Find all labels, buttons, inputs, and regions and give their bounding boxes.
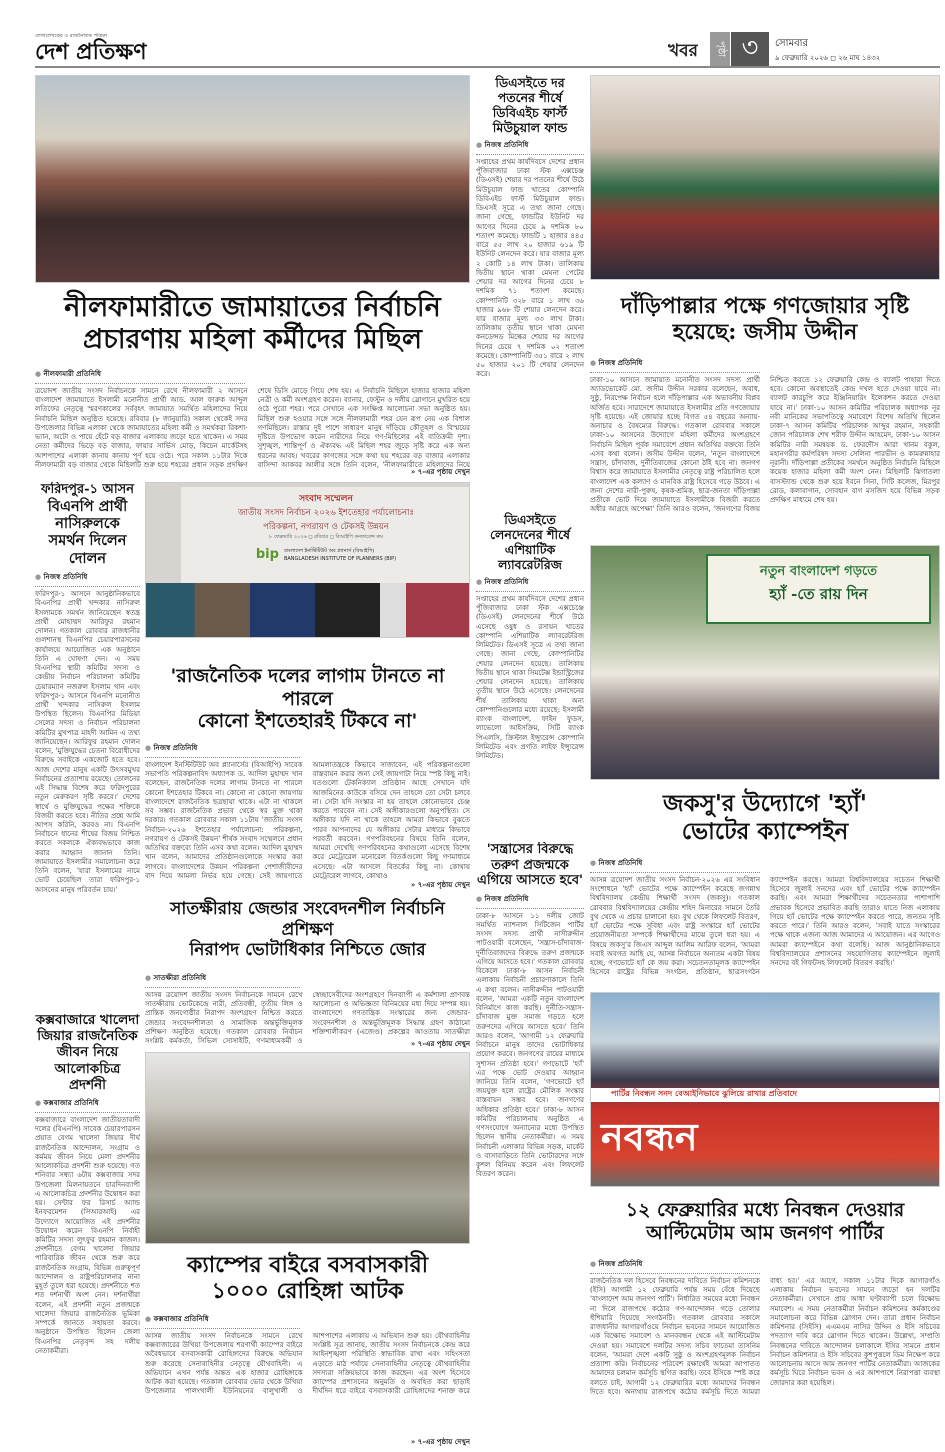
headline-line: সাতক্ষীরায় জেন্ডার সংবেদনশীল নির্বাচনি প্রশিক্ষণ — [170, 899, 445, 940]
issue-day: সোমবার — [775, 38, 809, 49]
am-janata-article — [590, 1258, 940, 1408]
page-label: পৃষ্ঠা — [710, 32, 730, 66]
jashim-article — [590, 357, 940, 542]
byline: ● সাতক্ষীরা প্রতিনিধি — [145, 972, 300, 988]
article-body: আসন্ন ত্রয়োদশ জাতীয় সংসদ নির্বাচন-২০২৬ এর সংবিধান সংশোধনে 'হ্যাঁ' ভোটের পক্ষে ক্যাম্পেইন করেছে জগন্নাথ বিশ্ববিদ্যালয় কেন্দ্রীয় শিক্ষার্থী সংসদ (জকসু)। গতকাল রোববার বিশ্ববিদ্যালয়ের কেন্দ্রীয় শহিদ মিনারের সামনে তৈরি বুথ থেকে এ প্রচার চালানো হয়। বুথ থেকে লিফলেট বিতরণ, হ্যাঁ ভোটের পক্ষে সুবিধা এবং রাষ্ট্র সংস্কারে হ্যাঁ ভোটের প্রয়োজনীয়তা সম্পর্কে শিক্ষার্থীদের মাঝে তুলে ধরা হয়। এ বিষয়ে জকসু'র জিএস আব্দুল আলিম আরিফ বলেন, 'আমরা সবাই অবগত আছি যে, আসন্ন নির্বাচনে অন্যতম একটা বিষয় হচ্ছে, গণভোটে হ্যাঁ কে জয় করা। সচেতনতামূলক ক্যাম্পেইন হিসেবে রাষ্ট্রের বিভিন্ন সংগঠন, প্রতিষ্ঠান, ছাত্রসংগঠন ক্যাম্পেইন করছে। আমরা বিশ্ববিদ্যালয়ের সচেতন শিক্ষার্থী হিসেবে জুলাই সনদের এবং হ্যাঁ ভোটের পক্ষে ক্যাম্পেইন করছি। এবং আমরা শিক্ষার্থীদের সচেতনতার পাশাপাশি প্রভাবক হিসেবে প্রভাবিত করছি তারাও যাতে নিজ এলাকায় গিয়ে হ্যাঁ ভোটের পক্ষে ক্যাম্পেইন করতে পারে, জনতম সৃষ্টি করতে পারে।' তিনি আরও বলেন, 'সবাই যাতে সংস্কারের পক্ষে থাকে এজন্য আজ আমাদের এ আয়োজন। এর আগেও আমরা ক্যাম্পেইনে কথা বলেছি। আজ আনুষ্ঠানিকভাবে বিশ্ববিদ্যালয়ের প্রশাসনের সহযোগিতায় ক্যাম্পেইনে জুলাই সনদের বই গিফটসহ লিফলেট বিতরণ করছি।' — [590, 876, 940, 977]
jucsu-article — [590, 857, 940, 990]
press-banner — [181, 487, 470, 587]
jashim-headline — [590, 284, 940, 354]
article-body: ঢাকা-১০ আসনে জামায়াত মনোনীত সংসদ সদস্য প্রার্থী অ্যাডভোকেট মো. জসীম উদ্দীন সরকার বলেছেন, অবাধ, সুষ্ঠু, নিরপেক্ষ নির্বাচন হলে দাঁড়িপাল্লার এক অভাবনীয় বিপ্লব অর্জিত হবে। সারাদেশে জামায়াতে ইসলামীর প্রতি গণজোয়ার সৃষ্টি হয়েছে। এই জোয়ার হচ্ছে বিগত ৫৪ বছরের অন্যায়-অনাচার ও বৈষম্যের বিরুদ্ধে। গতকাল রোববার সকালে ঢাকা-১০ আসনের উদ্যোগে মহিলা কর্মীদের অংশগ্রহণে নির্বাচনি মিছিল পূর্বক সমাবেশে প্রধান অতিথির বক্তব্যে তিনি এসব কথা বলেন। জসীম উদ্দীন বলেন, 'নতুন বাংলাদেশে সন্ত্রাস, চাঁদাবাজ, দুর্নীতিবাজের কোনো ঠাঁই হবে না। জনগণ বিশ্বাস করে জামায়াতে ইসলামীর নেতৃত্বে রাষ্ট্র পরিচালিত হলে বাংলাদেশ এক কল্যাণ ও মানবিক রাষ্ট্র হিসেবে গড়ে উঠবে। এ জন্য দেশের নারী-পুরুষ, কৃষক-শ্রমিক, ছাত্র-জনতা দাঁড়িপাল্লা প্রতীকে ভোট দিয়ে জামায়াতে ইসলামীকে বিজয়ী করতে অধীর আগ্রহে অপেক্ষা' তিনি আরও বলেন, 'জনগণের বিজয় নিশ্চিত করতে ১২ ফেব্রুয়ারি কেন্দ্র ও ব্যালট পাহারা দিতে হবে। কোনো অবস্থাতেই কেন্দ্র দখল হতে দেওয়া যাবে না। ব্যালট কারচুপি করে ইঞ্জিনিয়ারিং ইলেকশন করতে দেওয়া যাবে না।' ঢাকা-১০ আসন কমিটির পরিচালক অধ্যাপক নূর নবী মানিকের সভাপতিত্বে সমাবেশে বিশেষ অতিথি ছিলেন ঢাকা-৭ আসন কমিটির পরিচালক আব্দুর রহমান, সহকারী জোন পরিচালক শেখ শরীফ উদ্দীন আহমেদ, ঢাকা-১০ আসন কমিটির নারী সমন্বয়ক ড. ফেরদৌস আরা খানম বকুল, মহানগরীর কর্মপরিষদ সদস্য সেলিনা পারভীন ও কামরুন্নাহার নূরানী। দাঁড়িপাল্লা প্রতীকের সমর্থনে অনুষ্ঠিত নির্বাচনি মিছিলে কয়েক হাজার মহিলা কর্মী অংশ নেন। মিছিলটি ঝিগাতলা বাসস্ট্যান্ড থেকে শুরু হয়ে ইবনে সিনা, সিটি কলেজ, মিরপুর রোড, কলাবাগান, সোবহান বাগ মসজিদ হয়ে বিভিন্ন সড়ক প্রদক্ষিণ মাধ্যমে শেষ হয়। — [590, 376, 940, 514]
page-number: ৩ — [731, 32, 769, 66]
am-janata-headline — [590, 1189, 940, 1255]
headline-line: কোনো ইশতেহারই টিকবে না' — [197, 710, 418, 733]
nilphamari-headline — [35, 285, 470, 363]
newspaper-logo: দেশ প্রতিক্ষণ — [35, 39, 147, 65]
headline-line: ১০০০ রোহিঙ্গা আটক — [211, 1278, 404, 1304]
jucsu-campaign-photo — [590, 545, 940, 780]
article-body: কক্সবাজারে বাংলাদেশ জাতীয়তাবাদী দলের (বিএনপি) সাবেক চেয়ারপারসন প্রয়াত বেগম খালেদা জিয়ার দীর্ঘ রাজনৈতিক আন্দোলন, সংগ্রাম ও কর্মময় জীবন নিয়ে মেলা প্রদর্শনীর আলোকচিত্র প্রদর্শনী শুরু হয়েছে। গত শনিবার সন্ধ্যা ৬টায় কক্সবাজার সদর উপজেলা মিলনায়তনে চারদিনব্যাপী এ আলোকচিত্র প্রদর্শনীর উদ্বোধন করা হয়। সেন্টার ফর রিসার্চ অ্যান্ড ইনফরমেশন (সিআরআই) এর উদ্যোগে আয়োজিত এই প্রদর্শনীর উদ্বোধন করেন বিএনপি নির্বাহী কমিটির সদস্য লুৎফুর রহমান কাজল। প্রদর্শনীতে বেগম খালেদা জিয়ার পারিবারিক জীবন থেকে শুরু করে রাজনৈতিক সংগ্রাম, বিভিন্ন গুরুত্বপূর্ণ আন্দোলন ও রাষ্ট্রপরিচালনার নানা মুহূর্ত তুলে ধরা হয়েছে। প্রদর্শনীতে শত শত দর্শনার্থী অংশ নেন। দর্শনার্থীরা বলেন, এই প্রদর্শনী নতুন প্রজন্মকে খালেদা জিয়ার রাজনৈতিক ভূমিকা সম্পর্কে জানতে সহায়তা করবে। অনুষ্ঠানে উপস্থিত ছিলেন জেলা বিএনপির নেতৃবৃন্দ সহ দলীয় নেতাকর্মীরা। — [35, 1115, 140, 1355]
satkhira-headline — [145, 892, 470, 968]
banner-title: সংবাদ সম্মেলন — [299, 494, 353, 504]
banner-line: পরিকল্পনা, নগরায়ণ ও টেকসই উন্নয়ন — [263, 522, 389, 532]
article-body: ফরিদপুর-১ আসনে আনুষ্ঠানিকভাবে বিএনপির প্রার্থী খন্দকার নাসিরুল ইসলামকে সমর্থন জানিয়েছেন স্বতন্ত্র প্রার্থী মোহাম্মদ আরিফুর রহমান দোলন। গতকাল রোববার রাজধানীর গুলশানস্থ বিএনপির চেয়ারপারসনের কার্যালয়ে আয়োজিত এক অনুষ্ঠানে তিনি এ ঘোষণা দেন। এ সময় বিএনপির স্থায়ী কমিটির সদস্য ও কেন্দ্রীয় নির্বাচন পরিচালনা কমিটির চেয়ারম্যান নজরুল ইসলাম খান এবং ফরিদপুর-১ আসনে বিএনপি মনোনীত প্রার্থী খন্দকার নাসিরুল ইসলাম উপস্থিত ছিলেন। বিএনপির মিডিয়া সেলের সদস্য ও নির্বাচন পরিচালনা কমিটির মুখপাত্র মাহদী আমিন এ তথ্য জানিয়েছেন। আরিফুর রহমান দোলন বলেন, 'মুক্তিযুদ্ধের চেতনা বিরোধীদের বিরুদ্ধে সবাইকে একজোট হতে হবে। আজ দেশের মানুষ একটি উৎসবমুখর নির্বাচনের প্রত্যাশায় রয়েছে। তোলনের এই সিদ্ধান্ত বিশেষ করে ফরিদপুরের নতুন মেরুকরণ সৃষ্টি করবে।' দেশের স্বার্থে ও মুক্তিযুদ্ধের পক্ষের শক্তিকে বিজয়ী করতে হবে। নীতির প্রশ্নে আমি আপস করিনি, করবও না। বিএনপি নির্বাচনে ধানের শীষের বিজয় নিশ্চিত করতে সকলকে ঐক্যবদ্ধভাবে কাজ করার আহ্বান জানান তিনি। জামায়াতে ইসলামীর সমালোচনা করে তিনি বলেন, 'যারা ইসলামের নামে ভোট চেয়েছিল তারা ফরিদপুর-১ আসনের মানুষ পরিবর্তন চায়।' — [35, 590, 140, 894]
bip-headline — [145, 660, 470, 738]
panel-speakers — [146, 583, 470, 638]
byline: ● নিজস্ব প্রতিনিধি — [590, 1258, 760, 1274]
continue-link[interactable]: » ৭-এর পৃষ্ঠায় দেখুন — [410, 1039, 470, 1048]
byline: ● নিজস্ব প্রতিনিধি — [590, 357, 760, 373]
byline: ● নিজস্ব প্রতিনিধি — [145, 742, 300, 758]
article-body: সপ্তাহের প্রথম কার্যদিবসে দেশের প্রধান পুঁজিবাজার ঢাকা স্টক এক্সচেঞ্জ (ডিএসই) শেয়ার দর পতনের শীর্ষে উঠে মিউচুয়াল ফান্ড খাতের কোম্পানি ডিবিএইচ ফার্স্ট মিউচুয়াল ফান্ড। ডিএসই সূত্রে এ তথ্য জানা গেছে। জানা গেছে, ফান্ডটির ইউনিট দর আগের দিনের চেয়ে ৯ দশমিক ৮০ শতাংশ কমেছে। ফান্ডটি ১ হাজার ৪৪৫ বারে ৫৫ লাখ ২০ হাজার ৬১৯ টি ইউনিট লেনদেন করে। যার বাজার মূল্য ২ কোটি ১৪ লাখ টাকা। তালিকায় দ্বিতীয় স্থানে থাকা মেঘনা পেটের শেয়ার দর আগের দিনের চেয়ে ৮ দশমিক ৭১ শতাংশ কমেছে। কোম্পানিটি ৩২৮ বারে ১ লাখ ৩৬ হাজার ৯৬৮ টি শেয়ার লেনদেন করে। যার বাজার মূল্য ৩৩ লাখ টাকা। তালিকায় তৃতীয় স্থানে থাকা মেঘনা কনডেন্সড মিল্কের শেয়ার দর আগের দিনের চেয়ে ৭ দশমিক ০২ শতাংশ কমেছে। কোম্পানিটি ৩৫১ বারে ২ লাখ ৫০ হাজার ২০১ টি শেয়ার লেনদেন করে। — [476, 158, 584, 379]
headline-line: নীলফামারীতে জামায়াতের নির্বাচনি — [64, 291, 441, 323]
youth-headline: 'সন্ত্রাসের বিরুদ্ধে তরুণ প্রজন্মকে এগিয়ে আসতে হবে' — [476, 842, 584, 889]
faridpur-article — [35, 482, 140, 1007]
continue-link[interactable]: » ৭-এর পৃষ্ঠায় দেখুন — [410, 467, 470, 476]
jashim-rally-photo — [590, 75, 940, 280]
rohingya-article — [145, 1313, 470, 1443]
byline: ● নিজস্ব প্রতিনিধি — [476, 893, 584, 909]
byline: ● নিজস্ব প্রতিনিধি — [476, 139, 584, 155]
byline: ● নিজস্ব প্রতিনিধি — [476, 576, 584, 592]
headline-line: ভোটের ক্যাম্পেইন — [681, 818, 849, 845]
faridpur-kicker: ফরিদপুর-১ আসন — [40, 482, 135, 497]
article-body: ঢাকা-৮ আসনে ১১ দলীয় জোট সমর্থিত ন্যাশনাল সিটিজেন পার্টির সংসদ সদস্য প্রার্থী নাসীরুদ্দীন পাটওয়ারী বলেছেন, 'সন্ত্রাস-চাঁদাবাজ-দুর্নীতিবাজদের বিরুদ্ধে তরুণ প্রজন্মকে এগিয়ে আসতে হবে।' গতকাল রোববার বিকেলে ঢাকা-৮ আসন নির্বাচনী এলাকায় নির্বাচনী প্রচারণাকালে তিনি এ কথা বলেন। নাসীরুদ্দীন পাটওয়ারী বলেন, 'আমরা একটি নতুন বাংলাদেশ বিনির্মাণে কাজ করছি। দুর্নীতি-সন্ত্রাস-চাঁদাবাজ মুক্ত সমাজ গড়তে হলে তরুণদের এগিয়ে আসতে হবে।' তিনি আরও বলেন, 'আগামী ১২ ফেব্রুয়ারি নির্বাচনে মানুষ তাদের ভোটাধিকার প্রয়োগ করবে। জনগণের রায়ের মাধ্যমে সুশাসন প্রতিষ্ঠা হবে।' গণভোটে 'হ্যাঁ' এর পক্ষে ভোট দেওয়ার আহ্বান জানিয়ে তিনি বলেন, 'গণভোটে হ্যাঁ জয়যুক্ত হলে রাষ্ট্রের মৌলিক সংস্কার বাস্তবায়ন সম্ভব হবে। জনগণের অধিকার প্রতিষ্ঠা হবে।' ঢাকা-৮ আসন কমিটির পরিচালনায় অনুষ্ঠিত এ গণসংযোগে অন্যান্যের মধ্যে উপস্থিত ছিলেন স্থানীয় নেতাকর্মীরা। এ সময় নির্বাচনী এলাকার বিভিন্ন সড়ক, মার্কেট ও বাসাবাড়িতে তিনি ভোটারদের সঙ্গে কুশল বিনিময় করেন এবং লিফলেট বিতরণ করেন। — [476, 911, 584, 1179]
protest-banner-caption: পার্টির নিবন্ধন সনদ বেআইনিভাবে ঝুলিয়ে রাখার প্রতিবাদে — [591, 1088, 940, 1102]
banner-line: জাতীয় সংসদ নির্বাচন ২০২৬ ইশতেহার পর্যালোচনাঃ — [237, 508, 415, 518]
protest-banner-title: নবন্ধন — [601, 1114, 698, 1159]
headline-line: দাঁড়িপাল্লার পক্ষে গণজোয়ার সৃষ্টি — [620, 292, 910, 319]
article-body: রাজনৈতিক দল হিসেবে নিবন্ধনের দাবিতে নির্বাচন কমিশনকে (ইসি) আগামী ১২ ফেব্রুয়ারি পর্যন্ত সময় বেঁধে দিয়েছে 'বাংলাদেশ আম জনগণ পার্টি'। নির্ধারিত সময়ের মধ্যে নিবন্ধন না দিলে রাজপথে কঠোর গণ-আন্দোলন গড়ে তোলার হুঁশিয়ারি দিয়েছে সংগঠনটি। গতকাল রোববার সকালে রাজধানীর আগারগাঁওয়ে নির্বাচন ভবনের সামনে আয়োজিত এক বিক্ষোভ সমাবেশ ও মানববন্ধন থেকে এই আল্টিমেটাম দেওয়া হয়। সমাবেশে দলটির সদস্য সচিব ফাতেমা তাসনিম বলেন, 'আমরা দেশে একটি সুষ্ঠু ও অংশগ্রহণমূলক নির্বাচন প্রত্যাশা করি। নির্বাচনের পরিবেশ রক্ষার্থেই আমরা আপাতত আমাদের চলমান কর্মসূচি স্থগিত করছি। তবে ইসিকে স্পষ্ট করে বলতে চাই, আগামী ১২ ফেব্রুয়ারির মধ্যে আমাদের নিবন্ধন দিতে হবে। অন্যথায় রাজপথে কঠোর কর্মসূচি দিতে আমরা বাধ্য হব।' এর আগে, সকাল ১১টার দিকে আগারগাঁও এলাকায় নির্বাচন ভবনের সামনে জড়ো হন দলটির নেতাকর্মীরা। সেখানে প্রায় আধা ঘণ্টাব্যাপী চলে বিক্ষোভ সমাবেশ। এ সময় নেতাকর্মীরা নির্বাচন কমিশনের কর্মকাণ্ডের সমালোচনা করে বিভিন্ন স্লোগান দেন। তারা প্রধান নির্বাচন কমিশনার (সিইসি) এএমএম নাসির উদ্দিন ও ইসি সচিবের পদত্যাগ দাবি করে স্লোগান দিতে থাকেন। উল্লেখ্য, সম্প্রতি নিবন্ধনের দাবিতে আন্দোলন চলাকালে ইসির সামনে প্রধান নির্বাচন কমিশনার ও ইসি সচিবের কুশপুত্তলে ডিম নিক্ষেপ করে আলোচনায় আসে আম জনগণ পার্টির নেতাকর্মীরা। আজকের কর্মসূচি ঘিরে নির্বাচন ভবন ও এর আশপাশে নিরাপত্তা ব্যবস্থা জোরদার করা হয়েছিল। — [590, 1277, 940, 1396]
byline: ● নিজস্ব প্রতিনিধি — [590, 857, 760, 873]
youth-against-terror-article — [476, 842, 584, 1442]
dse-turnover-headline: ডিএসইতে লেনদেনের শীর্ষে এশিয়াটিক ল্যাবরেটরিজ — [489, 512, 571, 572]
issue-date: ৯ ফেব্রুয়ারি ২০২৬ ◻ ২৬ মাঘ ১৪৩২ — [775, 54, 881, 62]
nilphamari-article — [35, 368, 470, 476]
dse-fall-article — [476, 75, 584, 505]
headline-line: ১২ ফেব্রুয়ারির মধ্যে নিবন্ধন দেওয়ার — [625, 1199, 905, 1222]
byline: ● কক্সবাজার প্রতিনিধি — [35, 1097, 140, 1113]
article-body: আসন্ন ত্রয়োদশ জাতীয় সংসদ নির্বাচনকে সামনে রেখে সাতক্ষীরায় ভোটকেন্দ্রে নারী, প্রতিবন্ধী, তৃতীয় লিঙ্গ ও প্রান্তিক জনগোষ্ঠীর নিরাপদ অংশগ্রহণ নিশ্চিত করতে জেন্ডার সংবেদনশীলতা ও সামাজিক অন্তর্ভুক্তিমূলক প্রশিক্ষণ অনুষ্ঠিত হয়েছে। গতকাল রোববার নির্বাচন সংশ্লিষ্ট কর্মকর্তা, সিভিল সোসাইটি, গণমাধ্যমকর্মী ও স্বেচ্ছাসেবীদের অংশগ্রহণে দিনব্যাপী এ কর্মশালা প্রাণবন্ত আলোচনা ও অভিজ্ঞতা বিনিময়ের মধ্য দিয়ে সম্পন্ন হয়। বাংলাদেশে গণতান্ত্রিক সংস্কারের জন্য জেন্ডার-সংবেদনশীল ও অন্তর্ভুক্তিমূলক সিদ্ধান্ত গ্রহণ কাঠামো শক্তিশালীকরণ (এজেণ্ড) প্রকল্পের আওতায় সাতক্ষীরা — [145, 991, 470, 1046]
campaign-poster — [706, 554, 931, 624]
headline-line: হয়েছে: জসীম উদ্দীন — [672, 319, 858, 345]
headline-line: নিরাপদ ভোটাধিকার নিশ্চিতে জোর — [189, 940, 426, 961]
section-label: খবর — [668, 41, 698, 61]
headline-line: 'রাজনৈতিক দলের লাগাম টানতে না পারলে — [170, 664, 445, 710]
byline: ● কক্সবাজার প্রতিনিধি — [145, 1313, 300, 1329]
rohingya-camp-photo — [145, 1052, 470, 1244]
bip-logo: bip — [255, 547, 279, 562]
banner-org-en: BANGLADESH INSTITUTE OF PLANNERS (BIP) — [283, 555, 397, 562]
article-body: ত্রয়োদশ জাতীয় সংসদ নির্বাচনকে সামনে রেখে নীলফামারী ২ আসনে বাংলাদেশ জামায়াতে ইসলামী মনোনীত প্রার্থী আড. আল ফারুক আব্দুল লতিফের নেতৃত্বে স্মরণকালের সর্ববৃহৎ জামায়াত সমর্থিত মহিলাদের নিয়ে নির্বাচনি মিছিল অনুষ্ঠিত হয়েছে। রবিবার (৮ জানুয়ারি) সকাল থেকেই সদর উপজেলার বিভিন্ন এলাকা থেকে জামায়াতের মহিলা কর্মী ও সমর্থকরা রিকশা-ভ্যান, অটো ও পায়ে হেঁটে বড় বাজার এলাকায় জড়ো হতে থাকেন। এ সময় নেতা কর্মীদের ভিড়ে বড় বাজার, ফায়ার সার্ভিস মোড়, কিচেন মার্কেটসহ আশপাশের এলাকা কানায় কানায় পূর্ণ হয়ে ওঠে। পরে সকাল ১১টার দিকে নীলফামারী বড় বাজার থেকে মিছিলটি শুরু হয়ে শহরের প্রধান সড়ক প্রদক্ষিণ শেষে ডিসি মোড়ে গিয়ে শেষ হয়। এ নির্বাচনি মিছিলে হাজার হাজার মহিলা নেত্রী ও কর্মী অংশগ্রহণ করেন। ব্যানার, ফেস্টুন ও দলীয় স্লোগানে মুখরিত হয়ে ওঠে পুরো শহর। পরে সেখানে এক সংক্ষিপ্ত আলোচনা সভা অনুষ্ঠিত হয়। মিছিল শুরু হওয়ার সঙ্গে সঙ্গে নীলফামারী শহর যেন রূপ নেয় এক বিশাল গণমিছিলে। রাস্তার দুই পাশে সাধারণ মানুষ দাঁড়িয়ে কৌতূহল ও বিস্ময়ের দৃষ্টিতে উপভোগ করেন নারীদের নিয়ে গণ-মিছিলের এই ব্যতিক্রমী দৃশ্য। সুশৃঙ্খল, শান্তিপূর্ণ ও ঐক্যবদ্ধ এই মিছিল শহর জুড়ে সৃষ্টি করে এক অন্য ধরনের আবহ। খবরের কাগজের সঙ্গে কথা হয় শহরের বড় বাজার এলাকার বাসিন্দা আকবর আলীর সঙ্গে তিনি বলেন, 'নীলফামারীতে মহিলাদের নিয়ে — [35, 387, 470, 469]
headline-line: প্রচারণায় মহিলা কর্মীদের মিছিল — [83, 324, 422, 355]
poster-line: নতুন বাংলাদেশ গড়তে — [760, 564, 877, 579]
article-body: সপ্তাহের প্রথম কার্যদিবসে দেশের প্রধান পুঁজিবাজার ঢাকা স্টক এক্সচেঞ্জে (ডিএসই) লেনদেনের শীর্ষে উঠে এসেছে ওষুধ ও রসায়ন খাতের কোম্পানি এশিয়াটিক ল্যাবরেটরিজ লিমিটেড। ডিএসই সূত্রে এ তথ্য জানা গেছে। জানা গেছে, কোম্পানিটির শেয়ার লেনদেন হয়েছে। তালিকায় দ্বিতীয় স্থানে থাকা সিমটেক্স ইন্ডাস্ট্রিজের শেয়ার লেনদেন হয়েছে। তালিকায় তৃতীয় স্থানে উঠে এসেছে। লেনদেনের শীর্ষ তালিকায় থাকা অন্য কোম্পানিগুলোর মধ্যে রয়েছে: ইসলামী ব্যাংক বাংলাদেশ, ফাইন ফুডস, লাভেলো আইসক্রিম, সিটি ব্যাংক পিএলসি, ক্রিস্টাল ইন্স্যুরেন্স কোম্পানি লিমিটেড এবং প্রগতি লাইফ ইন্স্যুরেন্স লিমিটেড। — [476, 595, 584, 760]
bip-press-conference-photo — [145, 482, 470, 638]
masthead-rule — [35, 66, 940, 68]
article-body: বাংলাদেশ ইনস্টিটিউট অব প্ল্যানার্সের (বিআইপি) সাবেক সভাপতি পরিকল্পনাবিদ অধ্যাপক ড. আদিল মুহাম্মদ খান বলেছেন, রাজনৈতিক দলের লাগাম টানতে না পারলে কোনো ইশতেহার টিকবে না। কোনো না কোনো জায়গায় বাংলাদেশে রাজনৈতিক ছত্রছায়া থাকে। এটা না থাকলে সব সম্ভব। রাজনৈতিক প্রভাব থেকে স্বর মুক্ত থাকা দরকার। গতকাল রোববার সকাল ১১টায় 'জাতীয় সংসদ নির্বাচন-২০২৬ ইশতেহার পর্যালোচনা: পরিকল্পনা, নগরায়ণ ও টেকসই উন্নয়ন' শীর্ষক সংবাদ সম্মেলনে প্রধান অতিথির বক্তব্যে তিনি এসব কথা বলেন। আদিল মুহাম্মদ খান বলেন, আমাদের প্রতিষ্ঠানগুলোকে সংস্কার করা লাগবে। বাংলাদেশের উন্নয়ন পরিকল্পনা পেশাজীবীদের বাদ দিয়ে আমলা নির্ভর হয়ে গেছে। সেই জায়গাতে আমলাতন্ত্রকে কিভাবে সাজাবেন, এই পরিকল্পনাগুলো বাস্তবায়ন করার জন্য সেই জায়গাটা নিয়ে স্পষ্ট কিছু নাই। যতগুলো টেকনিক্যাল প্রতিষ্ঠান আছে সেখানে যদি আজমিনের কাউকে বসিয়ে দেন তাহলে তো সেটা চলবে না। সেটা যদি সংস্কার না হয় তাহলে কোনোভাবে চেঞ্জ করতে পারবেন না। সেই অঙ্গীকারগুলো অনুপস্থিত। সে অঙ্গীকার যদি না থাকে তাহলে আমরা কিভাবে বুঝতে পারব আপনাদের যে অঙ্গীকার সেটার মাধ্যমে কিভাবে পরবর্তী করবেন। গণপরিবহনের বিষয়ে তিনি বলেন, আমরা দেখেছি গণপরিবহনের কথাগুলো এসেছে বিশেষ করে মেট্রোরেল মনোরেল বিতর্কগুলো কিছু গণমাধ্যমে এসেছে। এটা আসলে বিতর্কের কিছু না। কোথায় মেট্রোরেল লাগবে, কোথাও — [145, 761, 470, 880]
masthead-tagline: লেখালেখকের ও রাজনৈতিক পত্রিকা — [35, 33, 108, 39]
banner-date: ৮ ফেব্রুয়ারি ২০২৬ ◻ রবিবার ◻ বিআইপি কনফারেন্স রুম — [269, 534, 383, 540]
byline: ● নিজস্ব প্রতিনিধি — [35, 571, 140, 587]
article-body: আসন্ন জাতীয় সংসদ নির্বাচনকে সামনে রেখে কক্সবাজারের উখিয়া উপজেলায় শরণার্থী ক্যাম্পের বাইরে অবৈধভাবে বসবাসকারী রোহিঙ্গাদের বিরুদ্ধে অভিযান শুরু করেছে সেনাবাহিনীর নেতৃত্বে যৌথবাহিনী। এ অভিযানে এখন পর্যন্ত অন্তত এক হাজার রোহিঙ্গাকে আটক করা হয়েছে। গতকাল রোববার ভোর থেকে উখিয়া উপজেলার পালংখালী ইউনিয়নের বালুখালী ও আশপাশের এলাকায় এ অভিযান শুরু হয়। যৌথবাহিনীর সংশ্লিষ্ট সূত্র জানায়, জাতীয় সংসদ নির্বাচনকে কেন্দ্র করে আইনশৃঙ্খলা পরিস্থিতি স্বাভাবিক রাখা এবং সহিংসতা এড়াতে মাঠ পর্যায়ে সেনাবাহিনীর নেতৃত্বে যৌথবাহিনীর সদস্যরা সক্রিয়ভাবে কাজ করছেন। এর অংশ হিসেবে ক্যাম্পের প্রশাসনের অনুমতি ও অবহিত করা ছাড়াই দীর্ঘদিন ধরে বাইরে বসবাসকারী রোহিঙ্গাদের শনাক্ত করে — [145, 1332, 470, 1396]
rohingya-headline — [145, 1246, 470, 1310]
headline-line: ক্যাম্পের বাইরে বসবাসকারী — [186, 1251, 428, 1278]
headline-line: আল্টিমেটাম আম জনগণ পার্টির — [646, 1222, 884, 1244]
nilphamari-rally-photo — [35, 75, 470, 283]
bip-article — [145, 742, 470, 887]
banner-org-bn: বাংলাদেশ ইনস্টিটিউট অব প্ল্যানার্স (বিআইপি) — [283, 547, 375, 554]
coxsbazar-headline: কক্সবাজারে খালেদা জিয়ার রাজনৈতিক জীবন নিয়ে আলোকচিত্র প্রদর্শনী — [35, 1012, 140, 1093]
dse-fall-headline: ডিএসইতে দর পতনের শীর্ষে ডিবিএইচ ফার্স্ট মিউচুয়াল ফান্ড — [492, 75, 568, 135]
faridpur-headline: বিএনপি প্রার্থী নাসিরুলকে সমর্থন দিলেন দোলন — [47, 497, 128, 567]
byline: ● নীলফামারী প্রতিনিধি — [35, 368, 245, 384]
continue-link[interactable]: » ৭-এর পৃষ্ঠায় দেখুন — [410, 880, 470, 889]
dse-turnover-article — [476, 512, 584, 834]
poster-line: হ্যাঁ -তে রায় দিন — [769, 585, 868, 603]
continue-link[interactable]: » ৭-এর পৃষ্ঠায় দেখুন — [410, 1437, 470, 1446]
coxsbazar-article — [35, 1012, 140, 1444]
am-janata-protest-photo — [590, 992, 940, 1187]
headline-line: জকসু'র উদ্যোগে 'হ্যাঁ' — [663, 790, 867, 818]
satkhira-article — [145, 972, 470, 1047]
jucsu-headline — [590, 782, 940, 854]
